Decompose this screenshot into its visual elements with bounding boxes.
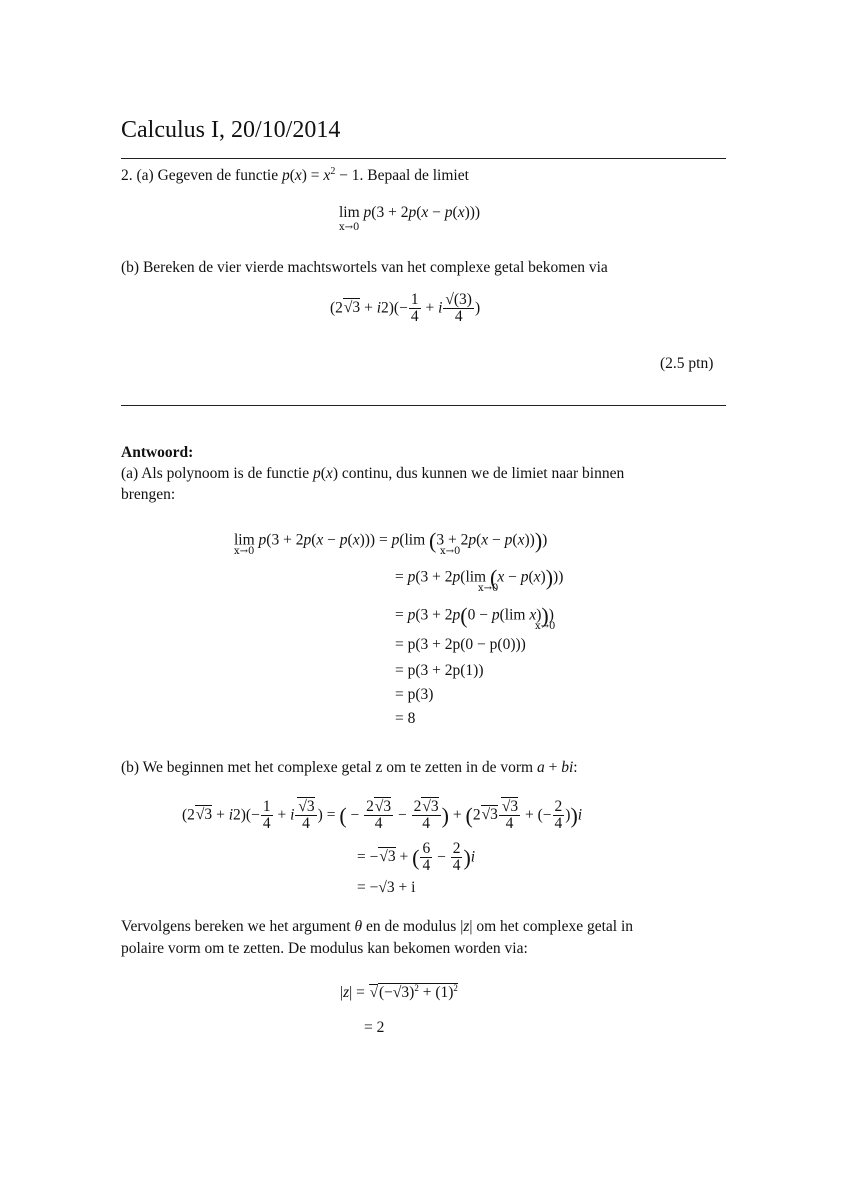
- answer-a-text-line2: brengen:: [121, 486, 176, 503]
- section-rule: [121, 405, 726, 406]
- modulus-text-line2: polaire vorm om te zetten. De modulus kan bekomen worden via:: [121, 940, 528, 957]
- question-a-intro: 2. (a) Gegeven de functie $p(x) = x^2 - 1$. Bepaal de limiet: [121, 166, 469, 185]
- modulus-text-line1: Vervolgens bereken we het argument θ en de modulus |z| om het complexe getal in: [121, 918, 634, 935]
- derivation-a-line2: = p(3 + 2p(lim (x − p(x)))): [395, 565, 564, 590]
- question-b-intro: (b) Bereken de vier vierde machtswortels van het complexe getal bekomen via: [121, 259, 608, 276]
- derivation-a-step-1: = p(3 + 2p(0 − p(0))): [395, 636, 526, 653]
- modulus-formula: $|z| = √(-√3)^2 + (1)^2$: [340, 983, 458, 1002]
- derivation-a-step-4: = 8: [395, 710, 416, 727]
- limit-subscript-3: x→0: [478, 583, 499, 594]
- limit-subscript-1: x→0: [234, 546, 255, 557]
- limit-subscript-4: x→0: [535, 621, 556, 632]
- answer-b-text: (b) We beginnen met het complexe getal z om te zetten in de vorm a + bi:: [121, 759, 578, 776]
- derivation-a-step-3: = p(3): [395, 686, 434, 703]
- answer-heading: Antwoord:: [121, 444, 194, 461]
- derivation-a-line1: lim p(3 + 2p(x − p(x))) = p(lim (3 + 2p(x − p(x)))): [234, 528, 548, 553]
- question-a-limit: lim p(3 + 2p(x − p(x))): [339, 204, 481, 221]
- derivation-a-step-2: = p(3 + 2p(1)): [395, 662, 484, 679]
- answer-a-text-line1: (a) Als polynoom is de functie p(x) continu, dus kunnen we de limiet naar binnen: [121, 465, 625, 482]
- question-b-expression: (2√3 + i2)(− $\frac{1}{4}$ + i $\frac{√(3)}{4}$ ): [330, 291, 481, 326]
- page-title: Calculus I, 20/10/2014: [121, 117, 341, 143]
- points-label: (2.5 ptn): [660, 355, 714, 372]
- header-rule: [121, 158, 726, 159]
- derivation-a-line3: = p(3 + 2p(0 − p(lim x))): [395, 603, 554, 628]
- derivation-b-step-final: = −√3 + i: [357, 879, 416, 896]
- modulus-result: = 2: [364, 1019, 385, 1036]
- derivation-b-line1: (2√3 + i2)(− $\frac{1}{4}$ + i $\frac{√3}{4}$ ) = ( − $\frac{2√3}{4}$ − $\frac{2√3}{4}$ ) + (2√3 $\frac{√3}{4}$ + (− $\frac{2}{4}$ ))i: [182, 798, 583, 833]
- derivation-b-line2: = −√3 + ( $\frac{6}{4}$ − $\frac{2}{4}$ )i: [357, 840, 476, 875]
- limit-subscript: x→0: [339, 222, 360, 233]
- limit-subscript-2: x→0: [440, 546, 461, 557]
